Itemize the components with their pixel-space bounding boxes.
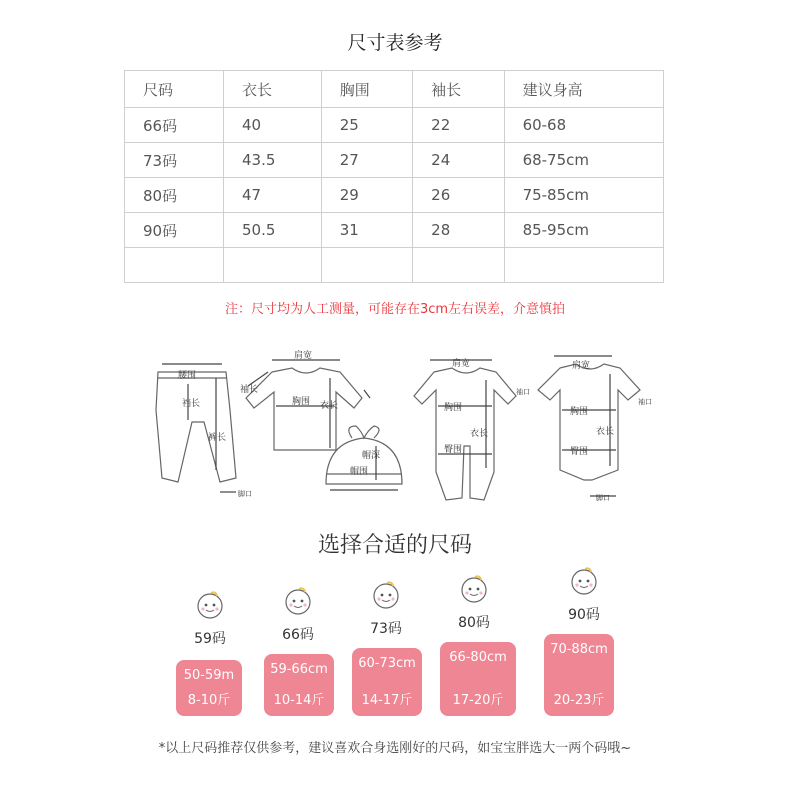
baby-face-icon xyxy=(568,564,600,596)
weight-range: 8-10斤 xyxy=(187,693,231,708)
table-cell: 90码 xyxy=(125,213,224,248)
weight-range: 20-23斤 xyxy=(553,693,605,708)
table-header-row xyxy=(125,71,664,108)
short-hip-label: 臀围 xyxy=(570,447,589,457)
size-choice xyxy=(346,578,426,638)
size-code: 73码 xyxy=(370,621,402,637)
height-range: 70-88cm xyxy=(550,642,608,657)
footer-note: *以上尺码推荐仅供参考，建议喜欢合身选刚好的尺码，如宝宝胖选大一两个码哦~ xyxy=(158,741,632,756)
size-code: 90码 xyxy=(568,607,600,623)
size-choice xyxy=(258,584,338,644)
header-cell: 尺码 xyxy=(125,71,224,108)
weight-range: 14-17斤 xyxy=(361,693,413,708)
pants-crotch-label: 裆长 xyxy=(182,399,201,409)
size-choice xyxy=(434,572,514,632)
table-row xyxy=(125,248,664,283)
size-card xyxy=(440,642,516,716)
pants-length-label: 裤长 xyxy=(208,433,227,443)
short-chest-label: 胸围 xyxy=(570,407,589,417)
header-cell: 建议身高 xyxy=(504,71,663,108)
size-code: 59码 xyxy=(194,631,226,647)
table-cell xyxy=(413,248,504,283)
table-cell: 85-95cm xyxy=(504,213,663,248)
size-card xyxy=(544,634,614,716)
table-cell: 43.5 xyxy=(224,143,322,178)
table-cell: 60-68 xyxy=(504,108,663,143)
table-cell: 27 xyxy=(321,143,412,178)
table-cell xyxy=(125,248,224,283)
table-cell: 40 xyxy=(224,108,322,143)
table-cell: 24 xyxy=(413,143,504,178)
romper-length-label: 衣长 xyxy=(470,429,489,439)
measurement-note: 注：尺寸均为人工测量，可能存在3cm左右误差，介意慎拍 xyxy=(224,302,566,317)
hat-circ-label: 帽围 xyxy=(350,467,369,477)
table-cell: 31 xyxy=(321,213,412,248)
baby-face-icon xyxy=(282,584,314,616)
size-card xyxy=(176,660,242,716)
table-cell: 50.5 xyxy=(224,213,322,248)
baby-face-icon xyxy=(458,572,490,604)
table-row xyxy=(125,178,664,213)
short-leg-label: 脚口 xyxy=(596,494,610,502)
top-chest-label: 胸围 xyxy=(292,397,311,407)
header-cell: 衣长 xyxy=(224,71,322,108)
height-range: 50-59m xyxy=(183,668,235,683)
table-cell xyxy=(224,248,322,283)
pants-waist-label: 腰围 xyxy=(178,371,197,381)
table-cell: 80码 xyxy=(125,178,224,213)
table-cell xyxy=(504,248,663,283)
romper-shoulder-label: 肩宽 xyxy=(452,359,471,369)
baby-face-icon xyxy=(194,588,226,620)
table-cell xyxy=(321,248,412,283)
height-range: 59-66cm xyxy=(270,662,328,677)
header-cell: 袖长 xyxy=(413,71,504,108)
header-cell: 胸围 xyxy=(321,71,412,108)
weight-range: 17-20斤 xyxy=(452,693,504,708)
table-cell: 47 xyxy=(224,178,322,213)
page-title: 尺寸表参考 xyxy=(347,32,443,54)
pants-hem-label: 脚口 xyxy=(238,490,252,498)
height-range: 66-80cm xyxy=(449,650,507,665)
romper-hip-label: 臀围 xyxy=(444,445,463,455)
top-sleeve-label: 袖长 xyxy=(240,385,259,395)
table-cell: 22 xyxy=(413,108,504,143)
romper-chest-label: 胸围 xyxy=(444,403,463,413)
short-romper-diagram xyxy=(538,356,640,496)
section-title: 选择合适的尺码 xyxy=(317,533,472,558)
size-card xyxy=(352,648,422,716)
table-row xyxy=(125,143,664,178)
height-range: 60-73cm xyxy=(358,656,416,671)
table-row xyxy=(125,213,664,248)
table-cell: 66码 xyxy=(125,108,224,143)
short-shoulder-label: 肩宽 xyxy=(572,361,591,371)
size-choice xyxy=(544,564,624,624)
table-row xyxy=(125,108,664,143)
size-code: 80码 xyxy=(458,615,490,631)
short-cuff-label: 袖口 xyxy=(638,398,652,406)
table-cell: 29 xyxy=(321,178,412,213)
garment-diagrams xyxy=(140,350,680,510)
baby-face-icon xyxy=(370,578,402,610)
size-code: 66码 xyxy=(282,627,314,643)
size-table xyxy=(124,70,664,283)
table-cell: 25 xyxy=(321,108,412,143)
pants-diagram xyxy=(156,364,236,492)
weight-range: 10-14斤 xyxy=(273,693,325,708)
size-card xyxy=(264,654,334,716)
romper-cuff-label: 袖口 xyxy=(516,388,530,396)
top-length-label: 衣长 xyxy=(320,401,339,411)
table-cell: 75-85cm xyxy=(504,178,663,213)
table-cell: 68-75cm xyxy=(504,143,663,178)
table-cell: 26 xyxy=(413,178,504,213)
table-cell: 28 xyxy=(413,213,504,248)
romper-diagram xyxy=(414,360,516,500)
size-choice xyxy=(170,588,250,648)
short-length-label: 衣长 xyxy=(596,427,615,437)
table-cell: 73码 xyxy=(125,143,224,178)
top-shoulder-label: 肩宽 xyxy=(294,351,313,361)
hat-depth-label: 帽深 xyxy=(362,451,381,461)
